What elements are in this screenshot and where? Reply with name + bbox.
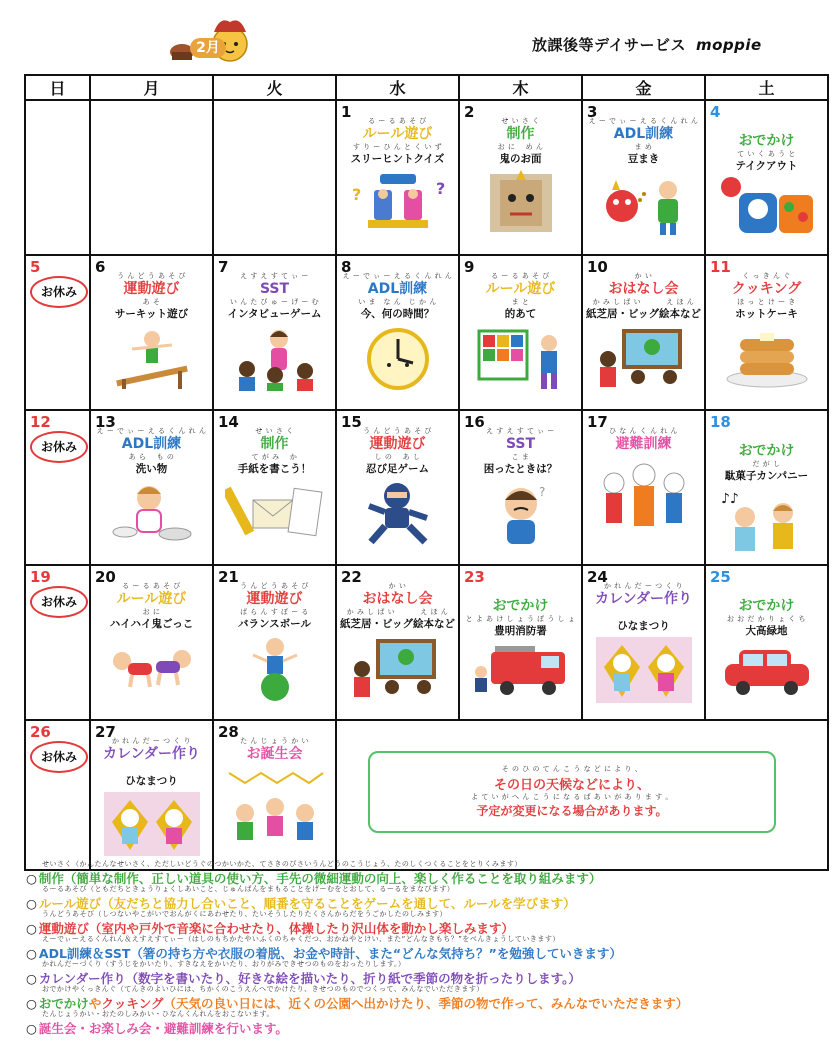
legend-text: 運動遊び（室内や戸外で音楽に合わせたり、体操したり沢山体を動かし楽しみます）	[38, 921, 514, 936]
day-number: 10	[587, 258, 608, 276]
day-number: 2	[464, 103, 475, 121]
circle-bullet-icon: ○	[26, 996, 37, 1011]
day-cell-23[interactable]	[459, 565, 582, 720]
legend-item	[26, 985, 826, 1010]
day-number: 5	[30, 258, 41, 276]
circle-bullet-icon: ○	[26, 921, 37, 936]
week-row-1	[25, 100, 828, 255]
activity-label: おでかけ	[492, 598, 549, 614]
activity-detail: 忍び足ゲーム	[366, 463, 429, 475]
activity-detail: ホットケーキ	[735, 308, 798, 320]
activity-ruby: る ー る あ そ び	[368, 117, 427, 125]
day-cell-16[interactable]	[459, 410, 582, 565]
day-number: 24	[587, 568, 608, 586]
activity-label: 運動遊び	[123, 281, 180, 297]
page-header	[0, 0, 840, 72]
pancake-icon	[722, 325, 812, 389]
sub-ruby: お に	[142, 608, 161, 616]
day-cell-2[interactable]	[459, 100, 582, 255]
sub-ruby: す り ー ひ ん と く い ず	[352, 143, 443, 151]
circle-bullet-icon: ○	[26, 896, 37, 911]
legend-text: ADL訓練＆SST（箸の持ち方や衣服の着脱、お金や時計、また“どんな気持ち？”を勉強していきます）	[38, 946, 622, 961]
day-number: 28	[218, 723, 239, 741]
day-cell-22[interactable]	[336, 565, 459, 720]
sub-ruby: ほ っ と け ー き	[737, 298, 796, 306]
activity-detail: 鬼のお面	[499, 153, 542, 165]
brand-name: moppie	[695, 36, 762, 54]
weekday-mon: 月	[90, 75, 213, 100]
day-cell-1[interactable]	[336, 100, 459, 255]
activity-detail: ハイハイ鬼ごっこ	[109, 618, 194, 630]
activity-detail: 洗い物	[135, 463, 168, 475]
activity-ruby: く っ き ん ぐ	[742, 272, 791, 280]
activity-ruby: え ー で ぃ ー え る く ん れ ん	[588, 117, 699, 125]
activity-detail: 大高緑地	[745, 625, 788, 637]
hina-doll-craft-icon	[596, 637, 692, 703]
day-number: 12	[30, 413, 51, 431]
weekday-wed: 水	[336, 75, 459, 100]
activity-label: 運動遊び	[369, 436, 426, 452]
sub-ruby: ま め	[634, 143, 653, 151]
legend-ruby: たんじょうかい・おたのしみかい・ひなんくんれんをおこないます。	[42, 1010, 274, 1018]
sub-ruby: ま と	[511, 298, 530, 306]
day-cell-7[interactable]	[213, 255, 336, 410]
activity-ruby: せ い さ く	[255, 427, 294, 435]
day-cell-17[interactable]	[582, 410, 705, 565]
holiday-closed-badge: お休み	[30, 431, 88, 463]
month-badge: 2月	[190, 38, 226, 58]
activity-detail: テイクアウト	[735, 160, 798, 172]
empty-day-cell	[90, 100, 213, 255]
family-car-icon	[717, 642, 817, 698]
week-row-2	[25, 255, 828, 410]
sub-ruby: お お だ か り ょ く ち	[726, 615, 807, 623]
activity-detail: 豊明消防署	[494, 625, 547, 637]
week-row-4	[25, 565, 828, 720]
oni-mask-icon	[486, 170, 556, 234]
day-cell-13[interactable]	[90, 410, 213, 565]
empty-day-cell	[25, 100, 90, 255]
legend-item	[26, 960, 826, 985]
day-number: 21	[218, 568, 239, 586]
balance-beam-icon	[102, 325, 202, 391]
activity-detail: ひなまつり	[125, 775, 178, 787]
activity-label: おはなし会	[608, 281, 679, 297]
day-cell-3[interactable]	[582, 100, 705, 255]
svg-text:?: ?	[435, 179, 445, 198]
day-cell-25[interactable]	[705, 565, 828, 720]
activity-ruby: か い	[634, 272, 653, 280]
legend-text: ルール遊び（友だちと協力し合いこと、順番を守ることをゲームを通して、ルールを学びます）	[38, 896, 576, 911]
sub-ruby: い ん た び ゅ ー げ ー む	[229, 298, 320, 306]
weekday-sat: 土	[705, 75, 828, 100]
activity-label: おでかけ	[738, 133, 795, 149]
legend-ruby: うんどうあそび（しつないやこがいでおんがくにあわせたり、たいそうしたりたくさんからだをうごかしたのしみます）	[42, 910, 447, 918]
notice-line-2: 予定が変更になる場合があります。	[476, 804, 668, 818]
clock-icon	[361, 325, 435, 391]
sub-ruby: ば ら ん す ぼ ー る	[240, 608, 309, 616]
holiday-closed-badge: お休み	[30, 276, 88, 308]
dish-washing-icon	[107, 480, 197, 546]
activity-detail: 豆まき	[627, 153, 660, 165]
activity-ruby: う ん ど う あ そ び	[363, 427, 432, 435]
evacuation-drill-icon	[594, 457, 694, 541]
sub-ruby: お に め ん	[497, 143, 544, 151]
activity-label: クッキング	[731, 281, 802, 297]
activity-detail: バランスボール	[238, 618, 311, 630]
weekday-header-row	[25, 75, 828, 100]
legend-ruby: かれんだーづくり（すうじをかいたり、すきなえをかいたり、おりがみできせつのものをおったりします。）	[42, 960, 406, 968]
day-cell-5[interactable]	[25, 255, 90, 410]
notice-ruby-1: そ の ひ の て ん こ う な ど に よ り 、	[501, 765, 643, 773]
day-cell-8[interactable]	[336, 255, 459, 410]
facility-title	[532, 34, 762, 55]
day-number: 15	[341, 413, 362, 431]
day-cell-26[interactable]	[25, 720, 90, 870]
day-cell-9[interactable]	[459, 255, 582, 410]
legend-text-outing: おでかけ	[38, 996, 89, 1011]
circle-bullet-icon: ○	[26, 871, 37, 886]
day-number: 16	[464, 413, 485, 431]
legend-ruby: るーるあそび（ともだちときょうりょくしあいこと、じゅんばんをまもることをげーむをとおして、るーるをまなびます）	[42, 885, 455, 893]
legend-ruby: せいさく（かんたんなせいさく、ただしいどうぐのつかいかた、てさきのびさいうんどうのこうじょう、たのしくつくることをとりくみます）	[42, 860, 522, 868]
activity-detail: サーキット遊び	[114, 308, 189, 320]
weekday-sun: 日	[25, 75, 90, 100]
circle-bullet-icon: ○	[26, 1021, 37, 1036]
sub-ruby: い ま な ん じ か ん	[358, 298, 437, 306]
hina-doll-craft-icon	[104, 792, 200, 856]
activity-ruby: え ー で ぃ ー え る く ん れ ん	[96, 427, 207, 435]
circle-bullet-icon: ○	[26, 971, 37, 986]
day-number: 26	[30, 723, 51, 741]
empty-day-cell	[213, 100, 336, 255]
day-cell-12[interactable]	[25, 410, 90, 565]
sub-ruby: こ ま	[511, 453, 530, 461]
legend-item	[26, 885, 826, 910]
schedule-change-notice	[368, 751, 776, 833]
activity-label: 運動遊び	[246, 591, 303, 607]
activity-ruby: う ん ど う あ そ び	[117, 272, 186, 280]
activity-label: ルール遊び	[116, 591, 187, 607]
activity-detail: 今、何の時間？	[360, 308, 435, 320]
legend-item	[26, 910, 826, 935]
sub-ruby: だ が し	[752, 460, 781, 468]
legend-ruby: えーでぃーえるくんれん＆えすえすてぃー（はしのもちかたやいふくのちゃくだつ、おかねやとけい、また“どんなきもち？”をべんきょうしていきます）	[42, 935, 560, 943]
legend-text-desc: （天気の良い日には、近くの公園へ出かけたり、季節の物で作って、みんなでいただきます）	[163, 996, 689, 1011]
activity-ruby: る ー る あ そ び	[491, 272, 550, 280]
day-number: 18	[710, 413, 731, 431]
day-number: 6	[95, 258, 106, 276]
quiz-illustration-icon	[348, 170, 448, 232]
ninja-icon	[353, 480, 443, 546]
activity-ruby: た ん じ ょ う か い	[240, 737, 309, 745]
birthday-party-icon	[225, 767, 325, 853]
activity-detail: スリーヒントクイズ	[350, 153, 445, 165]
day-number: 22	[341, 568, 362, 586]
legend-text-and: や	[88, 996, 102, 1011]
legend-text: カレンダー作り（数字を書いたり、好きな絵を描いたり、折り紙で季節の物を折ったりします。）	[38, 971, 581, 986]
circle-bullet-icon: ○	[26, 946, 37, 961]
day-cell-4[interactable]	[705, 100, 828, 255]
activity-ruby: る ー る あ そ び	[122, 582, 181, 590]
activity-label: 制作	[506, 126, 535, 142]
day-number: 13	[95, 413, 116, 431]
week-row-3	[25, 410, 828, 565]
storytelling-icon	[348, 635, 448, 699]
day-number: 8	[341, 258, 352, 276]
facility-name: 放課後等デイサービス	[532, 36, 686, 54]
day-cell-15[interactable]	[336, 410, 459, 565]
bean-throwing-icon	[594, 170, 694, 236]
day-number: 4	[710, 103, 721, 121]
activity-label: ADL訓練	[367, 281, 428, 297]
crawling-kids-icon	[102, 635, 202, 697]
activity-label: カレンダー作り	[594, 591, 693, 607]
activity-label: おでかけ	[738, 598, 795, 614]
day-cell-10[interactable]	[582, 255, 705, 410]
day-cell-18[interactable]	[705, 410, 828, 565]
day-number: 14	[218, 413, 239, 431]
activity-detail: 的あて	[504, 308, 537, 320]
notice-ruby-2: よ て い が へ ん こ う に な る ば あ い が あ り ま す 。	[471, 793, 673, 801]
activity-label: ルール遊び	[485, 281, 556, 297]
letter-pencil-icon	[225, 480, 325, 546]
sub-ruby: て が み か	[251, 453, 298, 461]
sub-ruby: あ そ	[142, 298, 161, 306]
day-number: 3	[587, 103, 598, 121]
day-cell-14[interactable]	[213, 410, 336, 565]
sub-ruby: と よ あ け し ょ う ぼ う し ょ	[465, 615, 576, 623]
day-cell-24[interactable]	[582, 565, 705, 720]
day-cell-21[interactable]	[213, 565, 336, 720]
day-cell-27[interactable]	[90, 720, 213, 870]
legend-text: 誕生会・お楽しみ会・避難訓練を行います。	[38, 1021, 288, 1036]
activity-label: おはなし会	[362, 591, 433, 607]
day-number: 17	[587, 413, 608, 431]
day-cell-6[interactable]	[90, 255, 213, 410]
day-number: 20	[95, 568, 116, 586]
activity-label: 避難訓練	[615, 436, 672, 452]
holiday-closed-badge: お休み	[30, 586, 88, 618]
legend-item	[26, 860, 826, 885]
target-board-icon	[471, 325, 571, 391]
sub-ruby: あ ら も の	[128, 453, 175, 461]
interview-kids-icon	[225, 325, 325, 391]
svg-text:?: ?	[538, 485, 545, 499]
svg-text:?: ?	[351, 185, 361, 204]
activity-label: カレンダー作り	[102, 746, 201, 762]
weekday-fri: 金	[582, 75, 705, 100]
activity-ruby: か れ ん だ ー つ く り	[111, 737, 192, 745]
day-number: 25	[710, 568, 731, 586]
balance-ball-icon	[235, 635, 315, 701]
storytelling-icon	[594, 325, 694, 389]
activity-label: お誕生会	[246, 746, 303, 762]
legend-text: 制作（簡単な制作、正しい道具の使い方、手先の微細運動の向上、楽しく作ることを取り組みます）	[38, 871, 602, 886]
activity-detail: 紙芝居・ビッグ絵本など	[339, 618, 456, 630]
troubled-boy-icon	[481, 480, 561, 546]
activity-ruby: え す え す て ぃ ー	[240, 272, 309, 280]
activity-ruby: え ー で ぃ ー え る く ん れ ん	[342, 272, 453, 280]
sub-ruby: か み し ば い え ほ ん	[592, 298, 695, 306]
day-cell-20[interactable]	[90, 565, 213, 720]
activity-detail: 困ったときは？	[483, 463, 558, 475]
activity-ruby: か い	[388, 582, 407, 590]
activity-label: おでかけ	[738, 443, 795, 459]
activity-ruby: か れ ん だ ー つ く り	[603, 582, 684, 590]
activity-ruby: う ん ど う あ そ び	[240, 582, 309, 590]
notice-line-1: その日の天候などにより、	[493, 778, 650, 793]
day-number: 19	[30, 568, 51, 586]
sub-ruby: て い く あ う と	[737, 150, 796, 158]
day-number: 9	[464, 258, 475, 276]
activity-detail: 駄菓子カンパニー	[724, 470, 809, 482]
activity-label: ルール遊び	[362, 126, 433, 142]
activity-ruby: ひ な ん く ん れ ん	[609, 427, 678, 435]
music-kids-icon	[717, 487, 817, 557]
legend-text-cooking: クッキング	[101, 996, 164, 1011]
day-number: 1	[341, 103, 352, 121]
fire-truck-icon	[471, 642, 571, 698]
activity-detail: 手紙を書こう！	[237, 463, 312, 475]
weekday-thu: 木	[459, 75, 582, 100]
day-number: 23	[464, 568, 485, 586]
activity-ruby: せ い さ く	[501, 117, 540, 125]
legend-ruby: おでかけやくっきんぐ（てんきのよいひには、ちかくのこうえんへでかけたり、きせつのものでつくって、みんなでいただきます）	[42, 985, 484, 993]
activity-label: ADL訓練	[613, 126, 674, 142]
legend-item	[26, 1010, 826, 1035]
sub-ruby: か み し ば い え ほ ん	[346, 608, 449, 616]
takeout-bento-icon	[717, 177, 817, 237]
activity-label: SST	[259, 281, 290, 297]
activity-label: ADL訓練	[121, 436, 182, 452]
activity-detail: 紙芝居・ビッグ絵本など	[585, 308, 702, 320]
day-number: 27	[95, 723, 116, 741]
activity-legend	[26, 860, 826, 1035]
holiday-closed-badge: お休み	[30, 741, 88, 773]
activity-detail: インタビューゲーム	[227, 308, 322, 320]
legend-item	[26, 935, 826, 960]
sub-ruby: し の あ し	[374, 453, 421, 461]
day-number: 11	[710, 258, 731, 276]
activity-label: SST	[505, 436, 536, 452]
activity-label: 制作	[260, 436, 289, 452]
svg-text:♪♪: ♪♪	[720, 491, 739, 507]
day-cell-19[interactable]	[25, 565, 90, 720]
day-number: 7	[218, 258, 229, 276]
day-cell-11[interactable]	[705, 255, 828, 410]
activity-ruby: え す え す て ぃ ー	[486, 427, 555, 435]
activity-detail: ひなまつり	[617, 620, 670, 632]
day-cell-28[interactable]	[213, 720, 336, 870]
weekday-tue: 火	[213, 75, 336, 100]
